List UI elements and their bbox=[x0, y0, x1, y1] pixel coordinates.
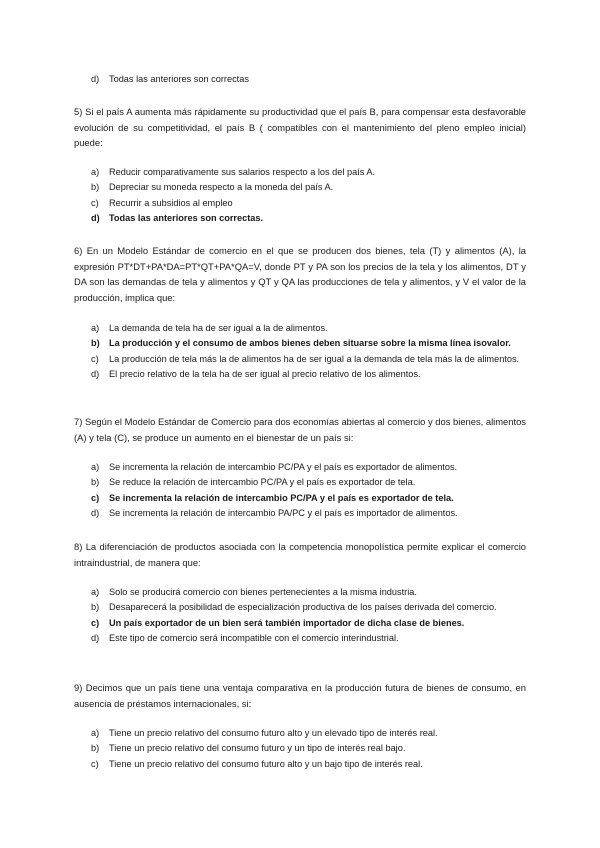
q9-option-a bbox=[91, 726, 526, 741]
option-letter: c) bbox=[91, 353, 99, 364]
option-text: Este tipo de comercio será incompatible con el comercio interindustrial. bbox=[109, 633, 399, 644]
q7-option-d bbox=[91, 506, 526, 521]
q8-option-a bbox=[91, 585, 526, 600]
q4-option-d bbox=[91, 72, 526, 87]
option-letter: c) bbox=[91, 617, 100, 628]
q5-options bbox=[91, 165, 526, 227]
q9-option-b bbox=[91, 741, 526, 756]
q5-option-d bbox=[91, 211, 526, 226]
q7-option-b bbox=[91, 475, 526, 490]
option-text: Se reduce la relación de intercambio PC/PA y el país es exportador de tela. bbox=[109, 477, 416, 488]
q8-option-c bbox=[91, 616, 526, 631]
question-8-text: 8) La diferenciación de productos asociada con la competencia monopolística permite explicar el comercio intraindustrial, de manera que: bbox=[74, 541, 526, 568]
option-text: Desaparecerá la posibilidad de especialización productiva de los países derivada del comercio. bbox=[109, 602, 497, 613]
option-text: Recurrir a subsidios al empleo bbox=[109, 197, 233, 208]
option-letter: a) bbox=[91, 587, 100, 597]
question-7-text: 7) Según el Modelo Estándar de Comercio para dos economías abiertas al comercio y dos bienes, alimentos (A) y tela (C), se produce un aumento en el bienestar de un país si: bbox=[74, 416, 526, 443]
option-letter: d) bbox=[91, 213, 100, 224]
q9-options bbox=[91, 726, 526, 772]
q5-option-b bbox=[91, 180, 526, 195]
q5-option-a bbox=[91, 165, 526, 180]
option-text: El precio relativo de la tela ha de ser igual al precio relativo de los alimentos. bbox=[109, 369, 421, 380]
option-text: Tiene un precio relativo del consumo futuro alto y un elevado tipo de interés real. bbox=[109, 728, 438, 738]
q6-option-a bbox=[91, 321, 526, 336]
option-text: Solo se producirá comercio con bienes pertenecientes a la misma industria. bbox=[109, 587, 417, 597]
option-text: Reducir comparativamente sus salarios respecto a los del país A. bbox=[109, 167, 376, 177]
q7-option-c bbox=[91, 491, 526, 506]
option-text: Un país exportador de un bien será también importador de dicha clase de bienes. bbox=[109, 617, 465, 628]
option-text: La producción y el consumo de ambos bienes deben situarse sobre la misma línea isovalor. bbox=[109, 338, 511, 349]
option-letter: a) bbox=[91, 728, 100, 738]
option-text: Depreciar su moneda respecto a la moneda del país A. bbox=[109, 182, 334, 193]
option-letter: a) bbox=[91, 323, 100, 333]
option-text: Se incrementa la relación de intercambio PA/PC y el país es importador de alimentos. bbox=[109, 508, 458, 519]
option-letter: a) bbox=[91, 167, 100, 177]
option-text: Todas las anteriores son correctas bbox=[109, 74, 249, 84]
option-letter: d) bbox=[91, 74, 100, 84]
q9-option-c bbox=[91, 757, 526, 772]
option-letter: b) bbox=[91, 743, 100, 754]
q8-option-d bbox=[91, 631, 526, 646]
q7-option-a bbox=[91, 460, 526, 475]
option-letter: c) bbox=[91, 492, 100, 503]
option-text: Tiene un precio relativo del consumo futuro alto y un bajo tipo de interés real. bbox=[109, 758, 423, 769]
option-text: La demanda de tela ha de ser igual a la de alimentos. bbox=[109, 323, 328, 333]
q4-options bbox=[91, 72, 526, 87]
option-letter: d) bbox=[91, 633, 100, 644]
option-letter: b) bbox=[91, 338, 100, 349]
option-text: Tiene un precio relativo del consumo futuro y un tipo de interés real bajo. bbox=[109, 743, 406, 754]
option-letter: a) bbox=[91, 462, 100, 472]
option-letter: b) bbox=[91, 602, 100, 613]
q6-option-b bbox=[91, 336, 526, 351]
option-letter: b) bbox=[91, 182, 100, 193]
option-letter: d) bbox=[91, 508, 100, 519]
option-letter: c) bbox=[91, 197, 99, 208]
q8-options bbox=[91, 585, 526, 647]
q5-option-c bbox=[91, 196, 526, 211]
question-5-text: 5) Si el país A aumenta más rápidamente su productividad que el país B, para compensar esta desfavorable evolución de su competitividad, el país B ( compatibles con el mantenimiento del pleno empleo inicial) puede: bbox=[74, 106, 526, 149]
q6-options bbox=[91, 321, 526, 383]
option-text: Todas las anteriores son correctas. bbox=[109, 213, 264, 224]
option-text: Se incrementa la relación de intercambio PC/PA y el país es exportador de tela. bbox=[109, 492, 454, 503]
q6-option-c bbox=[91, 352, 526, 367]
option-text: Se incrementa la relación de intercambio PC/PA y el país es exportador de alimentos. bbox=[109, 462, 458, 472]
option-letter: b) bbox=[91, 477, 100, 488]
question-6-text: 6) En un Modelo Estándar de comercio en el que se producen dos bienes, tela (T) y alimentos (A), la expresión PT*DT+PA*DA=PT*QT+PA*QA=V, donde PT y PA son los precios de la tela y los alimentos, DT y DA son las demandas de tela y alimentos y QT y QA las producciones de tela y alimentos, y V el valor de la producción, implica que: bbox=[74, 245, 526, 303]
option-letter: c) bbox=[91, 758, 99, 769]
q6-option-d bbox=[91, 367, 526, 382]
q7-options bbox=[91, 460, 526, 522]
option-text: La producción de tela más la de alimentos ha de ser igual a la demanda de tela más la de alimentos. bbox=[109, 353, 520, 364]
q8-option-b bbox=[91, 600, 526, 615]
question-9-text: 9) Decimos que un país tiene una ventaja comparativa en la producción futura de bienes de consumo, en ausencia de préstamos internacionales, si: bbox=[74, 682, 526, 709]
option-letter: d) bbox=[91, 369, 100, 380]
